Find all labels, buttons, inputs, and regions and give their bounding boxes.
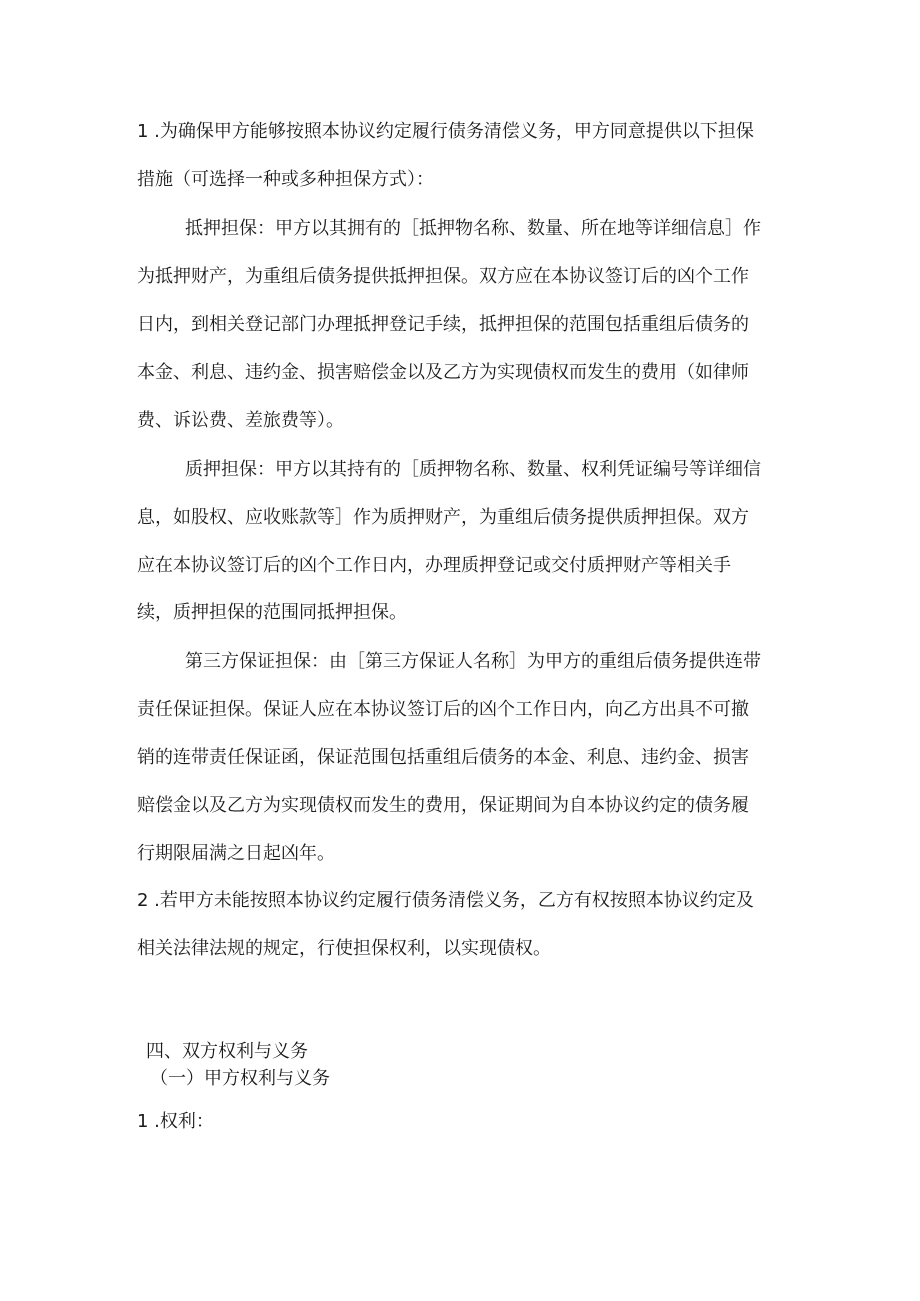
rights-label: 1 .权利： bbox=[137, 1111, 214, 1132]
paragraph-line: 第三方保证担保：由［第三方保证人名称］为甲方的重组后债务提供连带 bbox=[185, 651, 761, 672]
paragraph-line: 质押担保：甲方以其持有的［质押物名称、数量、权利凭证编号等详细信 bbox=[185, 459, 761, 480]
paragraph-line: 应在本协议签订后的凶个工作日内，办理质押登记或交付质押财产等相关手 bbox=[137, 555, 731, 576]
paragraph-line: 赔偿金以及乙方为实现债权而发生的费用，保证期间为自本协议约定的债务履 bbox=[137, 795, 749, 816]
paragraph-line: 1 .为确保甲方能够按照本协议约定履行债务清偿义务，甲方同意提供以下担保 bbox=[137, 121, 754, 142]
paragraph-line: 2 .若甲方未能按照本协议约定履行债务清偿义务，乙方有权按照本协议约定及 bbox=[137, 890, 754, 911]
paragraph-line: 续，质押担保的范围同抵押担保。 bbox=[137, 602, 407, 623]
paragraph-line: 措施（可选择一种或多种担保方式）： bbox=[137, 169, 434, 190]
paragraph-line: 日内，到相关登记部门办理抵押登记手续，抵押担保的范围包括重组后债务的 bbox=[137, 314, 749, 335]
paragraph-line: 本金、利息、违约金、损害赔偿金以及乙方为实现债权而发生的费用（如律师 bbox=[137, 362, 749, 383]
subsection-heading: （一）甲方权利与义务 bbox=[150, 1068, 330, 1089]
paragraph-line: 抵押担保：甲方以其拥有的［抵押物名称、数量、所在地等详细信息］作 bbox=[185, 218, 761, 239]
paragraph-line: 相关法律法规的规定，行使担保权利，以实现债权。 bbox=[137, 938, 551, 959]
paragraph-line: 销的连带责任保证函，保证范围包括重组后债务的本金、利息、违约金、损害 bbox=[137, 747, 749, 768]
section-heading: 四、双方权利与义务 bbox=[146, 1041, 308, 1062]
paragraph-line: 责任保证担保。保证人应在本协议签订后的凶个工作日内，向乙方出具不可撤 bbox=[137, 699, 749, 720]
paragraph-line: 息，如股权、应收账款等］作为质押财产，为重组后债务提供质押担保。双方 bbox=[137, 507, 749, 528]
paragraph-line: 为抵押财产，为重组后债务提供抵押担保。双方应在本协议签订后的凶个工作 bbox=[137, 266, 749, 287]
paragraph-line: 费、诉讼费、差旅费等）。 bbox=[137, 410, 344, 431]
paragraph-line: 行期限届满之日起凶年。 bbox=[137, 843, 335, 864]
